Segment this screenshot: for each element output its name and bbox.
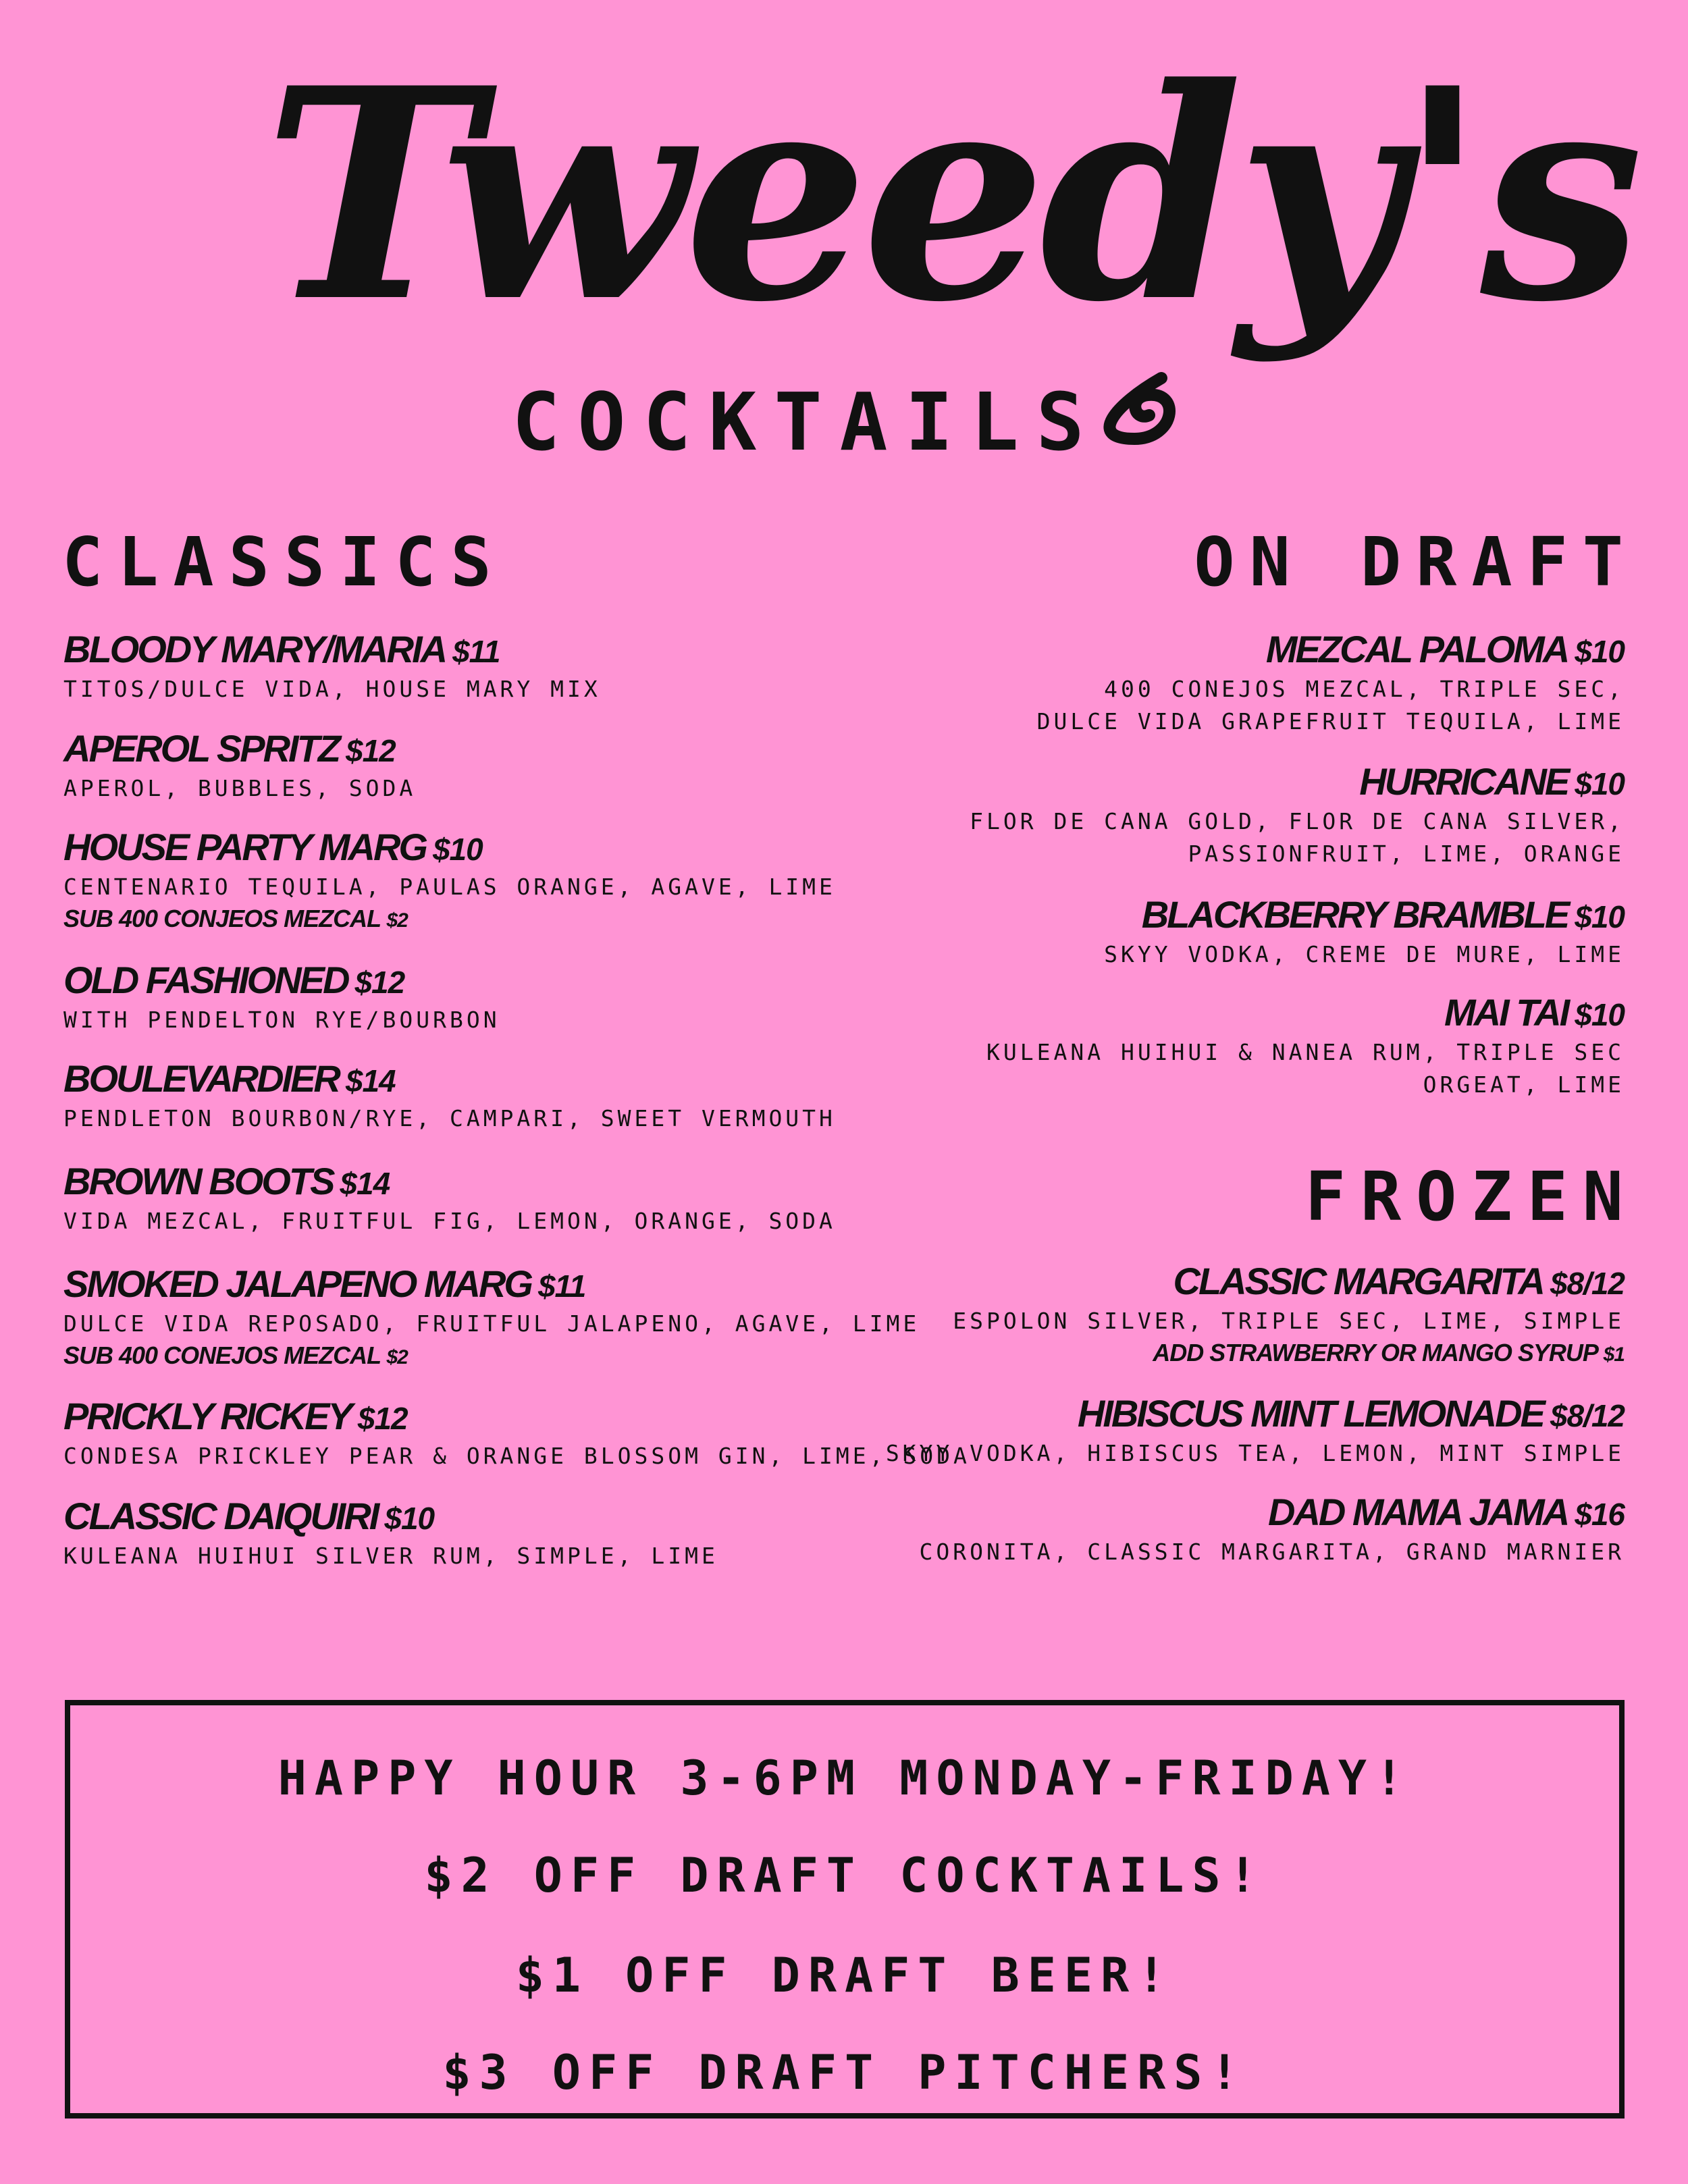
item-description: FLOR DE CANA GOLD, FLOR DE CANA SILVER,	[970, 808, 1625, 834]
item-name: PRICKLY RICKEY	[63, 1395, 351, 1437]
item-price: $12	[354, 965, 405, 1000]
item-description: CORONITA, CLASSIC MARGARITA, GRAND MARNIER	[919, 1539, 1625, 1565]
item-name-row	[814, 1392, 1625, 1437]
item-price: $10	[1575, 766, 1625, 801]
menu-item	[814, 760, 1625, 870]
menu-item	[814, 628, 1625, 738]
item-addon	[814, 1337, 1625, 1370]
item-price: $14	[340, 1166, 390, 1201]
happy-hour-deal: $3 OFF DRAFT PITCHERS!	[442, 2045, 1247, 2100]
item-name: MEZCAL PALOMA	[1265, 628, 1568, 670]
item-description: TITOS/DULCE VIDA, HOUSE MARY MIX	[63, 676, 601, 702]
item-description: CONDESA PRICKLEY PEAR & ORANGE BLOSSOM GIN, LIME, SODA	[63, 1443, 970, 1469]
item-name: SMOKED JALAPENO MARG	[63, 1262, 531, 1305]
brand-wordmark: Tweedy's	[263, 25, 1637, 366]
frozen-heading: FROZEN	[1304, 1157, 1638, 1236]
item-description: KULEANA HUIHUI & NANEA RUM, TRIPLE SEC	[986, 1039, 1625, 1065]
item-name-row	[814, 1260, 1625, 1305]
item-price: $8/12	[1550, 1266, 1625, 1301]
item-price: $10	[1575, 899, 1625, 934]
item-price: $14	[345, 1063, 396, 1098]
item-description: SKYY VODKA, CREME DE MURE, LIME	[1104, 941, 1625, 967]
happy-hour-title: HAPPY HOUR 3-6PM MONDAY-FRIDAY!	[278, 1751, 1412, 1806]
item-price: $12	[357, 1401, 408, 1436]
happy-hour-deal: $2 OFF DRAFT COCKTAILS!	[424, 1848, 1265, 1903]
item-description: APEROL, BUBBLES, SODA	[63, 775, 417, 801]
item-price: $16	[1575, 1497, 1625, 1532]
item-description-line2: DULCE VIDA GRAPEFRUIT TEQUILA, LIME	[1036, 708, 1625, 735]
item-name-row	[814, 628, 1625, 673]
addon-text: ADD STRAWBERRY OR MANGO SYRUP	[1153, 1339, 1598, 1366]
item-name-row	[814, 991, 1625, 1036]
on-draft-heading: ON DRAFT	[1194, 523, 1638, 602]
item-price: $10	[1575, 997, 1625, 1032]
item-name: APEROL SPRITZ	[63, 727, 340, 770]
item-name: HIBISCUS MINT LEMONADE	[1077, 1392, 1544, 1435]
item-description: DULCE VIDA REPOSADO, FRUITFUL JALAPENO, AGAVE, LIME	[63, 1310, 920, 1337]
item-description: WITH PENDELTON RYE/BOURBON	[63, 1007, 500, 1033]
happy-hour-box	[65, 1700, 1625, 2119]
item-name-row	[814, 760, 1625, 805]
item-name: OLD FASHIONED	[63, 959, 348, 1001]
item-name: DAD MAMA JAMA	[1268, 1491, 1568, 1533]
substitution-price: $2	[386, 909, 408, 932]
item-price: $12	[346, 733, 396, 768]
addon-price: $1	[1603, 1343, 1625, 1366]
menu-item	[814, 893, 1625, 971]
classics-heading: CLASSICS	[62, 523, 506, 602]
item-description-line2: PASSIONFRUIT, LIME, ORANGE	[1188, 841, 1625, 867]
item-description: KULEANA HUIHUI SILVER RUM, SIMPLE, LIME	[63, 1543, 718, 1569]
item-name: HURRICANE	[1359, 760, 1568, 803]
menu-item	[814, 1392, 1625, 1470]
item-price: $8/12	[1550, 1398, 1625, 1433]
substitution-text: SUB 400 CONEJOS MEZCAL	[63, 1341, 381, 1369]
item-price: $11	[452, 634, 500, 669]
item-name: CLASSIC DAIQUIRI	[63, 1495, 378, 1537]
item-name: BROWN BOOTS	[63, 1160, 334, 1202]
substitution-price: $2	[386, 1346, 408, 1368]
item-description-line2: ORGEAT, LIME	[1423, 1071, 1625, 1098]
menu-item	[814, 991, 1625, 1101]
item-description: SKYY VODKA, HIBISCUS TEA, LEMON, MINT SIMPLE	[885, 1440, 1625, 1466]
item-name: BLACKBERRY BRAMBLE	[1141, 893, 1568, 936]
item-description: PENDLETON BOURBON/RYE, CAMPARI, SWEET VERMOUTH	[63, 1105, 836, 1131]
item-description: ESPOLON SILVER, TRIPLE SEC, LIME, SIMPLE	[953, 1308, 1625, 1334]
menu-item	[814, 1491, 1625, 1568]
substitution-text: SUB 400 CONJEOS MEZCAL	[63, 905, 381, 932]
item-price: $10	[432, 832, 483, 867]
menu-item	[814, 1260, 1625, 1370]
item-name-row	[814, 893, 1625, 938]
item-price: $10	[384, 1501, 435, 1536]
item-description: 400 CONEJOS MEZCAL, TRIPLE SEC,	[1104, 676, 1625, 702]
item-price: $11	[537, 1269, 586, 1304]
item-name: CLASSIC MARGARITA	[1173, 1260, 1544, 1302]
happy-hour-deal: $1 OFF DRAFT BEER!	[515, 1948, 1174, 2003]
item-name: HOUSE PARTY MARG	[63, 826, 426, 868]
brand-subtitle: COCKTAILS	[512, 375, 1102, 469]
item-description: VIDA MEZCAL, FRUITFUL FIG, LEMON, ORANGE, SODA	[63, 1208, 836, 1234]
item-name: BLOODY MARY/MARIA	[63, 628, 446, 670]
item-name-row	[814, 1491, 1625, 1536]
item-price: $10	[1575, 634, 1625, 669]
item-name: BOULEVARDIER	[63, 1057, 339, 1100]
item-description: CENTENARIO TEQUILA, PAULAS ORANGE, AGAVE, LIME	[63, 874, 836, 900]
item-name: MAI TAI	[1444, 991, 1568, 1034]
